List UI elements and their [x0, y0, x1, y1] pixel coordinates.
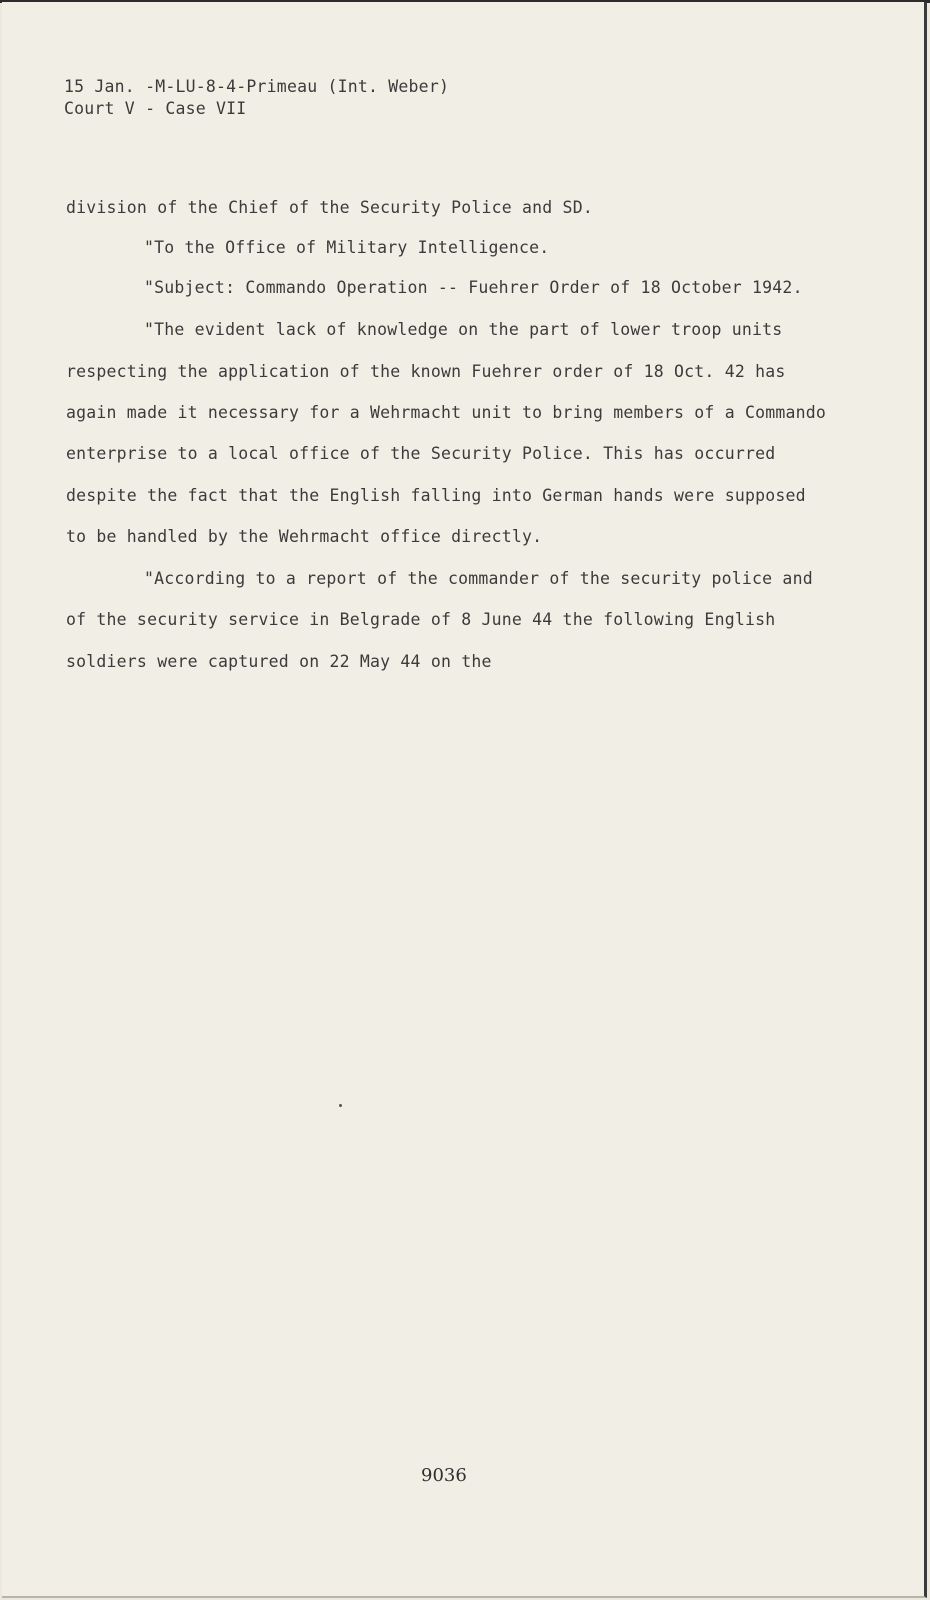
body-line-3: "Subject: Commando Operation -- Fuehrer Order of 18 October 1942.: [144, 278, 803, 297]
body-line-4: "The evident lack of knowledge on the part of lower troop units: [144, 320, 783, 339]
header-line-2: Court V - Case VII: [64, 99, 247, 118]
document-page: [2, 2, 927, 1598]
document-header: [64, 76, 449, 120]
body-line-10: "According to a report of the commander of the security police and: [144, 569, 813, 588]
body-line-2: "To the Office of Military Intelligence.: [144, 238, 550, 257]
body-line-8: despite the fact that the English falling into German hands were supposed: [66, 486, 806, 505]
body-line-9: to be handled by the Wehrmacht office directly.: [66, 527, 543, 546]
body-line-5: respecting the application of the known Fuehrer order of 18 Oct. 42 has: [66, 362, 786, 381]
paper-speck: [339, 1104, 342, 1107]
body-line-1: division of the Chief of the Security Police and SD.: [66, 198, 593, 217]
body-line-12: soldiers were captured on 22 May 44 on the: [66, 652, 492, 671]
body-line-6: again made it necessary for a Wehrmacht unit to bring members of a Commando: [66, 403, 827, 422]
page-number: 9036: [421, 1465, 467, 1486]
body-line-11: of the security service in Belgrade of 8 June 44 the following English: [66, 610, 776, 629]
body-line-7: enterprise to a local office of the Security Police. This has occurred: [66, 444, 776, 463]
header-line-1: 15 Jan. -M-LU-8-4-Primeau (Int. Weber): [64, 77, 450, 96]
